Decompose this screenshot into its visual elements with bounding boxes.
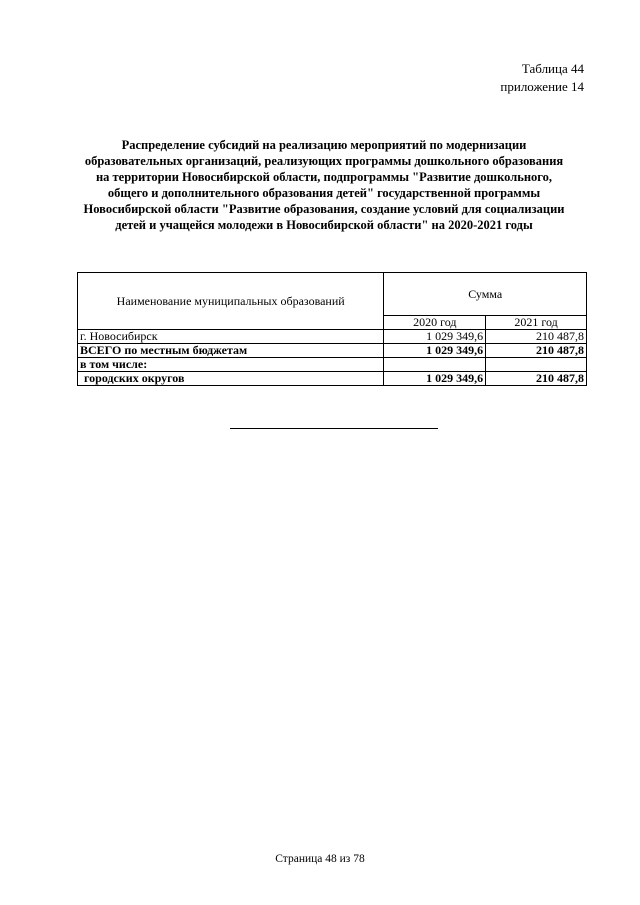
title-line: Распределение субсидий на реализацию мероприятий по модернизации xyxy=(121,138,527,152)
table-row-total xyxy=(78,344,587,358)
title-line: детей и учащейся молодежи в Новосибирской области" на 2020-2021 годы xyxy=(115,218,533,232)
row-value-2020: 1 029 349,6 xyxy=(384,330,486,344)
row-name: городских округов xyxy=(78,372,384,386)
row-name: г. Новосибирск xyxy=(78,330,384,344)
row-value-2021: 210 487,8 xyxy=(486,372,587,386)
separator-line xyxy=(230,428,438,429)
table-number: Таблица 44 xyxy=(521,61,584,76)
appendix-label: приложение 14 xyxy=(500,79,584,94)
row-value-2021: 210 487,8 xyxy=(486,330,587,344)
page-number: Страница 48 из 78 xyxy=(275,853,365,865)
row-value-2020: 1 029 349,6 xyxy=(384,372,486,386)
title-line: общего и дополнительного образования детей" государственной программы xyxy=(107,186,541,200)
table-row xyxy=(78,372,587,386)
subsidy-table xyxy=(77,272,587,386)
title-line: образовательных организаций, реализующих программы дошкольного образования xyxy=(84,154,564,168)
table-row xyxy=(78,330,587,344)
row-value-2021 xyxy=(486,358,587,372)
column-header-sum: Сумма xyxy=(384,273,587,316)
table-header-row xyxy=(78,273,587,316)
row-value-2020: 1 029 349,6 xyxy=(384,344,486,358)
row-value-2021: 210 487,8 xyxy=(486,344,587,358)
column-header-2020: 2020 год xyxy=(384,316,486,330)
title-line: на территории Новосибирской области, подпрограммы "Развитие дошкольного, xyxy=(95,170,553,184)
column-header-name: Наименование муниципальных образований xyxy=(78,273,384,330)
row-name: в том числе: xyxy=(78,358,384,372)
row-value-2020 xyxy=(384,358,486,372)
row-name: ВСЕГО по местным бюджетам xyxy=(78,344,384,358)
document-title xyxy=(64,137,584,233)
table-row xyxy=(78,358,587,372)
column-header-2021: 2021 год xyxy=(486,316,587,330)
table-caption xyxy=(500,60,584,96)
title-line: Новосибирской области "Развитие образования, создание условий для социализации xyxy=(83,202,565,216)
